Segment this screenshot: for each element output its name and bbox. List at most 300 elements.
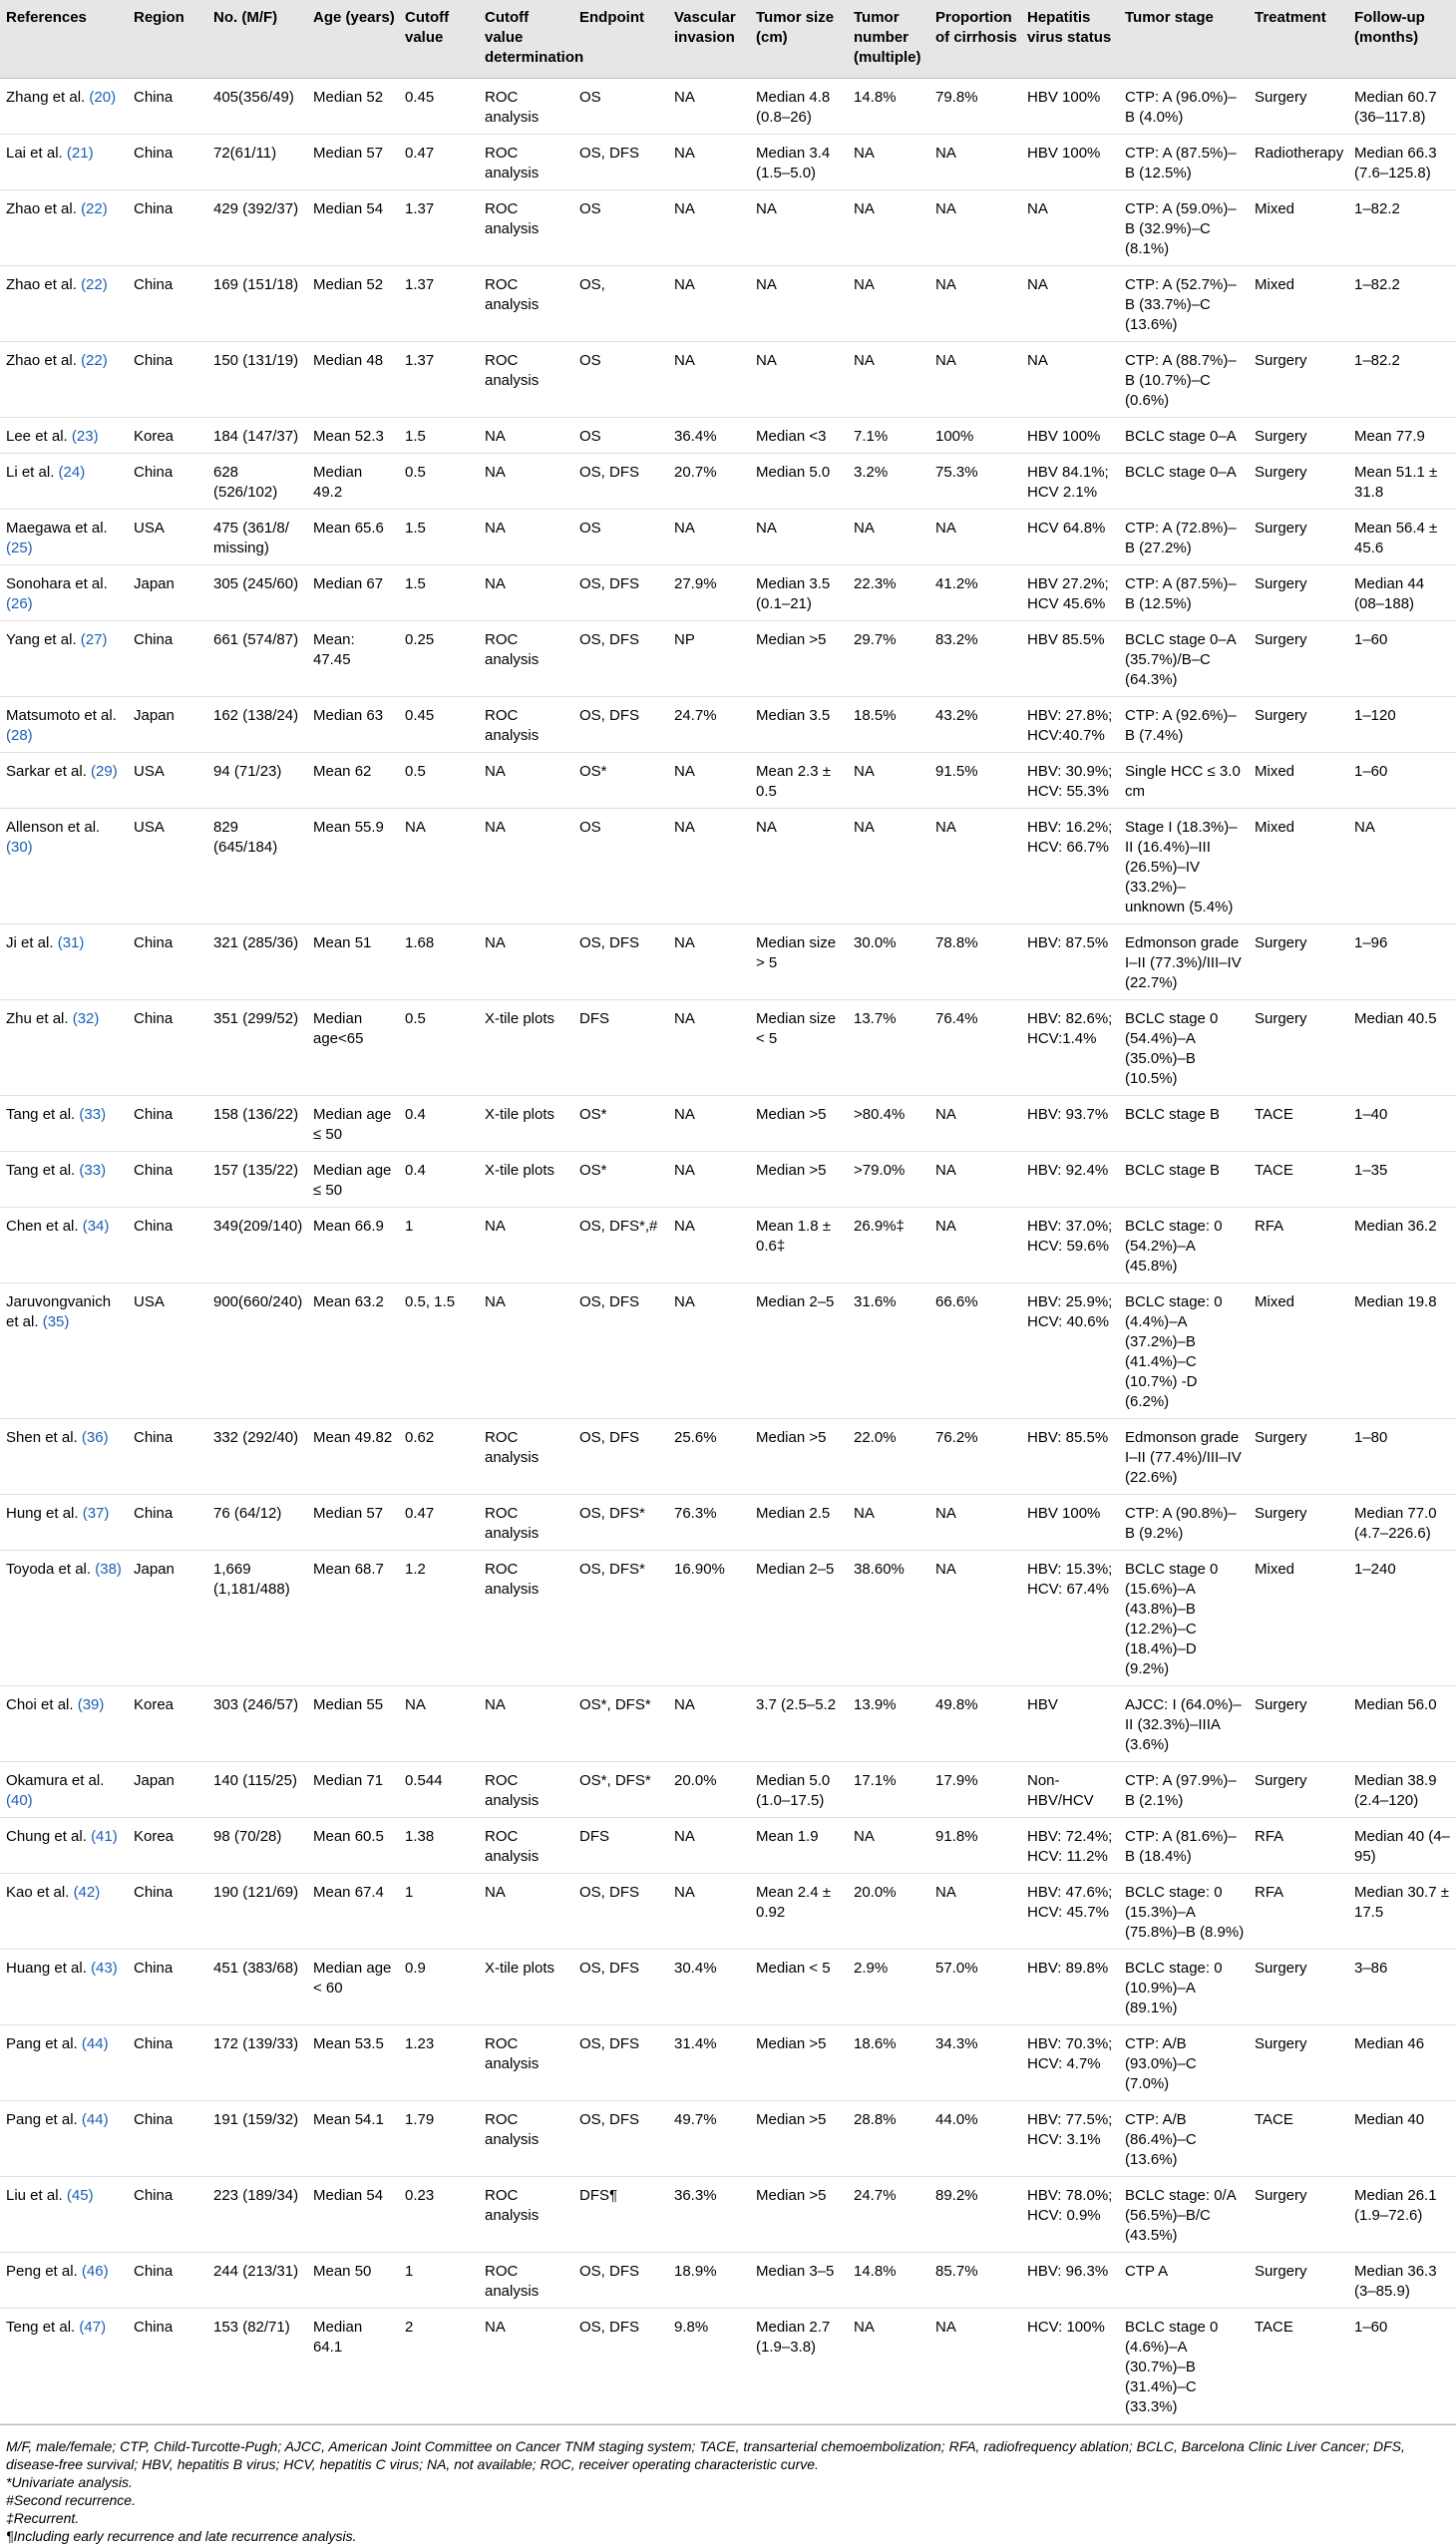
reference-link[interactable]: (35): [42, 1313, 70, 1330]
table-cell: 1.5: [399, 565, 479, 621]
reference-author: Zhao et al.: [6, 200, 77, 217]
reference-link[interactable]: (33): [79, 1162, 107, 1179]
table-cell: Mean 55.9: [307, 809, 399, 924]
table-cell: Radiotherapy: [1249, 135, 1348, 190]
reference-author: Teng et al.: [6, 2319, 76, 2336]
table-cell: 91.8%: [929, 1818, 1021, 1874]
reference-link[interactable]: (26): [6, 595, 33, 612]
table-cell: HBV 85.5%: [1021, 621, 1119, 697]
reference-author: Matsumoto et al.: [6, 707, 117, 724]
reference-link[interactable]: (45): [66, 2187, 94, 2204]
footnote-second-recurrence: #Second recurrence.: [6, 2492, 136, 2508]
table-row: [0, 1818, 1456, 1874]
table-cell: USA: [128, 510, 207, 565]
table-cell: Median size < 5: [750, 1000, 848, 1096]
reference-link[interactable]: (37): [82, 1505, 110, 1522]
table-cell: China: [128, 924, 207, 1000]
table-cell: OS, DFS: [573, 454, 668, 510]
table-cell: NA: [848, 1495, 929, 1551]
table-cell: HCV: 100%: [1021, 2309, 1119, 2424]
table-cell: 100%: [929, 418, 1021, 454]
reference-author: Sarkar et al.: [6, 763, 87, 780]
reference-cell: [0, 1818, 128, 1874]
reference-cell: [0, 621, 128, 697]
table-cell: 31.6%: [848, 1283, 929, 1419]
reference-cell: [0, 2025, 128, 2101]
table-cell: 0.9: [399, 1950, 479, 2025]
table-cell: HBV: 89.8%: [1021, 1950, 1119, 2025]
table-cell: 94 (71/23): [207, 753, 307, 809]
footnote-abbreviations: M/F, male/female; CTP, Child-Turcotte-Pugh; AJCC, American Joint Committee on Cancer TNM staging system; TACE, transarterial chemoembolization; RFA, radiofrequency ablation; BCLC, Barcelona Clinic Liver Cancer; DFS, disease-free survival; HBV, hepatitis B virus; HCV, hepatitis C virus; NA, not available; ROC, receiver operating characteristic curve.: [6, 2438, 1405, 2472]
footnote-early-late: ¶Including early recurrence and late recurrence analysis.: [6, 2528, 357, 2544]
table-cell: NA: [929, 510, 1021, 565]
table-cell: OS, DFS: [573, 1950, 668, 2025]
reference-link[interactable]: (44): [81, 2035, 109, 2052]
table-cell: 13.7%: [848, 1000, 929, 1096]
reference-link[interactable]: (22): [81, 352, 108, 369]
table-cell: RFA: [1249, 1208, 1348, 1283]
table-cell: NA: [1021, 190, 1119, 266]
table-cell: OS,: [573, 266, 668, 342]
table-cell: 0.544: [399, 1762, 479, 1818]
table-cell: Mixed: [1249, 1551, 1348, 1686]
reference-author: Kao et al.: [6, 1884, 70, 1901]
reference-link[interactable]: (40): [6, 1792, 33, 1809]
table-cell: OS*: [573, 1152, 668, 1208]
table-cell: 661 (574/87): [207, 621, 307, 697]
table-cell: 172 (139/33): [207, 2025, 307, 2101]
table-cell: Mean 65.6: [307, 510, 399, 565]
reference-cell: [0, 190, 128, 266]
table-row: [0, 2101, 1456, 2177]
reference-link[interactable]: (25): [6, 540, 33, 556]
reference-author: Chung et al.: [6, 1828, 87, 1845]
reference-link[interactable]: (22): [81, 276, 108, 293]
table-cell: NA: [479, 565, 573, 621]
table-cell: NA: [929, 1152, 1021, 1208]
table-cell: Median 4.8 (0.8–26): [750, 79, 848, 135]
table-cell: OS, DFS: [573, 924, 668, 1000]
table-cell: Korea: [128, 418, 207, 454]
reference-link[interactable]: (33): [79, 1106, 107, 1123]
table-cell: China: [128, 79, 207, 135]
table-cell: Median 57: [307, 1495, 399, 1551]
table-cell: CTP: A/B (86.4%)–C (13.6%): [1119, 2101, 1249, 2177]
table-cell: 22.0%: [848, 1419, 929, 1495]
reference-author: Okamura et al.: [6, 1772, 105, 1789]
table-cell: NA: [929, 342, 1021, 418]
column-header: Age (years): [307, 0, 399, 79]
table-cell: BCLC stage: 0 (10.9%)–A (89.1%): [1119, 1950, 1249, 2025]
table-cell: HBV: 85.5%: [1021, 1419, 1119, 1495]
table-cell: 1: [399, 1874, 479, 1950]
reference-link[interactable]: (46): [81, 2263, 109, 2280]
table-cell: NA: [479, 1686, 573, 1762]
table-cell: Surgery: [1249, 2253, 1348, 2309]
table-cell: 76.2%: [929, 1419, 1021, 1495]
table-cell: Median 71: [307, 1762, 399, 1818]
table-cell: TACE: [1249, 1096, 1348, 1152]
table-cell: OS, DFS: [573, 2025, 668, 2101]
table-cell: Surgery: [1249, 621, 1348, 697]
table-cell: Edmonson grade I–II (77.4%)/III–IV (22.6%): [1119, 1419, 1249, 1495]
column-header: Tumor size (cm): [750, 0, 848, 79]
reference-link[interactable]: (29): [91, 763, 118, 780]
table-cell: Median 77.0 (4.7–226.6): [1348, 1495, 1456, 1551]
table-row: [0, 753, 1456, 809]
reference-link[interactable]: (22): [81, 200, 108, 217]
table-cell: NA: [668, 1686, 750, 1762]
table-cell: NA: [929, 266, 1021, 342]
table-row: [0, 924, 1456, 1000]
table-cell: Median 64.1: [307, 2309, 399, 2424]
reference-link[interactable]: (43): [91, 1960, 118, 1977]
table-cell: Median 5.0: [750, 454, 848, 510]
table-cell: China: [128, 1000, 207, 1096]
table-cell: OS, DFS: [573, 1874, 668, 1950]
reference-link[interactable]: (24): [58, 464, 86, 481]
table-cell: Surgery: [1249, 565, 1348, 621]
table-cell: HBV: 15.3%; HCV: 67.4%: [1021, 1551, 1119, 1686]
table-cell: NA: [848, 135, 929, 190]
table-cell: Mean 60.5: [307, 1818, 399, 1874]
table-cell: OS: [573, 809, 668, 924]
table-cell: Mean 52.3: [307, 418, 399, 454]
table-cell: Median age ≤ 50: [307, 1096, 399, 1152]
reference-author: Sonohara et al.: [6, 575, 108, 592]
table-cell: NA: [750, 266, 848, 342]
table-cell: Stage I (18.3%)–II (16.4%)–III (26.5%)–IV (33.2%)–unknown (5.4%): [1119, 809, 1249, 924]
table-cell: BCLC stage 0 (54.4%)–A (35.0%)–B (10.5%): [1119, 1000, 1249, 1096]
reference-cell: [0, 1874, 128, 1950]
table-cell: 20.0%: [848, 1874, 929, 1950]
table-cell: NA: [479, 809, 573, 924]
table-cell: NA: [668, 266, 750, 342]
table-cell: 0.5: [399, 1000, 479, 1096]
table-cell: Median size > 5: [750, 924, 848, 1000]
table-cell: 475 (361/8/ missing): [207, 510, 307, 565]
table-cell: Median 5.0 (1.0–17.5): [750, 1762, 848, 1818]
footnote-recurrent: ‡Recurrent.: [6, 2510, 80, 2526]
table-cell: HBV: 30.9%; HCV: 55.3%: [1021, 753, 1119, 809]
table-cell: 1–80: [1348, 1419, 1456, 1495]
reference-link[interactable]: (34): [82, 1218, 110, 1235]
table-cell: 0.5: [399, 753, 479, 809]
table-cell: NA: [848, 1818, 929, 1874]
reference-link[interactable]: (42): [73, 1884, 101, 1901]
table-cell: Single HCC ≤ 3.0 cm: [1119, 753, 1249, 809]
table-cell: 1.2: [399, 1551, 479, 1686]
table-cell: NA: [668, 190, 750, 266]
reference-link[interactable]: (36): [81, 1429, 109, 1446]
table-cell: Surgery: [1249, 1495, 1348, 1551]
table-cell: RFA: [1249, 1818, 1348, 1874]
header-row: [0, 0, 1456, 79]
table-cell: DFS¶: [573, 2177, 668, 2253]
reference-cell: [0, 2253, 128, 2309]
table-cell: 22.3%: [848, 565, 929, 621]
reference-author: Chen et al.: [6, 1218, 79, 1235]
column-header: Proportion of cirrhosis: [929, 0, 1021, 79]
table-cell: Surgery: [1249, 79, 1348, 135]
table-cell: 75.3%: [929, 454, 1021, 510]
table-cell: OS, DFS: [573, 135, 668, 190]
table-cell: 1.38: [399, 1818, 479, 1874]
table-cell: 184 (147/37): [207, 418, 307, 454]
table-cell: 3.7 (2.5–5.2: [750, 1686, 848, 1762]
table-cell: Mean 2.4 ± 0.92: [750, 1874, 848, 1950]
table-cell: 18.5%: [848, 697, 929, 753]
table-body: [0, 79, 1456, 2424]
table-cell: OS, DFS*: [573, 1495, 668, 1551]
table-cell: CTP: A (52.7%)–B (33.7%)–C (13.6%): [1119, 266, 1249, 342]
reference-link[interactable]: (20): [89, 89, 117, 106]
table-row: [0, 1762, 1456, 1818]
table-cell: HBV: 47.6%; HCV: 45.7%: [1021, 1874, 1119, 1950]
table-cell: X-tile plots: [479, 1096, 573, 1152]
reference-cell: [0, 418, 128, 454]
table-cell: Median 3–5: [750, 2253, 848, 2309]
reference-cell: [0, 342, 128, 418]
table-cell: NA: [668, 924, 750, 1000]
reference-cell: [0, 1000, 128, 1096]
reference-link[interactable]: (31): [57, 934, 85, 951]
reference-link[interactable]: (41): [91, 1828, 118, 1845]
table-cell: ROC analysis: [479, 1495, 573, 1551]
table-row: [0, 1551, 1456, 1686]
table-cell: 321 (285/36): [207, 924, 307, 1000]
table-row: [0, 1000, 1456, 1096]
table-cell: Median 57: [307, 135, 399, 190]
table-cell: Mean 51: [307, 924, 399, 1000]
table-cell: NA: [848, 809, 929, 924]
table-cell: NA: [668, 1283, 750, 1419]
table-cell: TACE: [1249, 2101, 1348, 2177]
reference-link[interactable]: (27): [80, 631, 108, 648]
reference-cell: [0, 1283, 128, 1419]
table-cell: 18.6%: [848, 2025, 929, 2101]
table-cell: BCLC stage B: [1119, 1152, 1249, 1208]
table-cell: USA: [128, 753, 207, 809]
table-cell: 83.2%: [929, 621, 1021, 697]
table-cell: Median 38.9 (2.4–120): [1348, 1762, 1456, 1818]
table-cell: Korea: [128, 1818, 207, 1874]
table-cell: OS, DFS: [573, 697, 668, 753]
table-cell: NA: [929, 1551, 1021, 1686]
table-cell: NA: [848, 342, 929, 418]
table-cell: NA: [929, 135, 1021, 190]
table-cell: China: [128, 1208, 207, 1283]
table-cell: Median <3: [750, 418, 848, 454]
reference-link[interactable]: (39): [77, 1696, 105, 1713]
table-cell: NA: [668, 753, 750, 809]
table-cell: ROC analysis: [479, 342, 573, 418]
table-row: [0, 342, 1456, 418]
table-cell: 98 (70/28): [207, 1818, 307, 1874]
table-cell: 41.2%: [929, 565, 1021, 621]
table-cell: HBV: 78.0%; HCV: 0.9%: [1021, 2177, 1119, 2253]
table-cell: NA: [848, 266, 929, 342]
reference-cell: [0, 753, 128, 809]
table-cell: NA: [668, 79, 750, 135]
table-cell: ROC analysis: [479, 79, 573, 135]
table-cell: HBV: 72.4%; HCV: 11.2%: [1021, 1818, 1119, 1874]
table-cell: OS: [573, 190, 668, 266]
table-cell: ROC analysis: [479, 697, 573, 753]
table-cell: 34.3%: [929, 2025, 1021, 2101]
table-cell: ROC analysis: [479, 2253, 573, 2309]
table-cell: 3–86: [1348, 1950, 1456, 2025]
table-cell: Japan: [128, 1551, 207, 1686]
table-row: [0, 79, 1456, 135]
reference-cell: [0, 565, 128, 621]
table-cell: Median 54: [307, 190, 399, 266]
reference-cell: [0, 1762, 128, 1818]
table-cell: CTP: A/B (93.0%)–C (7.0%): [1119, 2025, 1249, 2101]
reference-author: Zhang et al.: [6, 89, 86, 106]
reference-link[interactable]: (47): [79, 2319, 107, 2336]
table-cell: 1.37: [399, 266, 479, 342]
table-row: [0, 510, 1456, 565]
table-cell: 1–60: [1348, 753, 1456, 809]
table-row: [0, 697, 1456, 753]
table-cell: 900(660/240): [207, 1283, 307, 1419]
table-cell: Median >5: [750, 2177, 848, 2253]
table-cell: Surgery: [1249, 418, 1348, 454]
table-cell: Mixed: [1249, 266, 1348, 342]
table-cell: Median 49.2: [307, 454, 399, 510]
table-cell: Median 2.5: [750, 1495, 848, 1551]
table-cell: 0.4: [399, 1152, 479, 1208]
table-cell: NA: [668, 1000, 750, 1096]
table-cell: NA: [668, 809, 750, 924]
column-header: Tumor stage: [1119, 0, 1249, 79]
reference-cell: [0, 510, 128, 565]
table-cell: Japan: [128, 697, 207, 753]
table-cell: 1–240: [1348, 1551, 1456, 1686]
column-header: No. (M/F): [207, 0, 307, 79]
table-cell: NA: [479, 454, 573, 510]
table-cell: CTP: A (87.5%)–B (12.5%): [1119, 565, 1249, 621]
table-cell: BCLC stage: 0 (4.4%)–A (37.2%)–B (41.4%)–C (10.7%) -D (6.2%): [1119, 1283, 1249, 1419]
table-cell: China: [128, 1874, 207, 1950]
table-cell: HBV: [1021, 1686, 1119, 1762]
table-cell: Median 2–5: [750, 1551, 848, 1686]
table-cell: 829 (645/184): [207, 809, 307, 924]
table-cell: 7.1%: [848, 418, 929, 454]
table-cell: 72(61/11): [207, 135, 307, 190]
reference-link[interactable]: (23): [71, 428, 99, 445]
table-cell: Median 3.5: [750, 697, 848, 753]
table-cell: BCLC stage: 0 (54.2%)–A (45.8%): [1119, 1208, 1249, 1283]
table-row: [0, 2309, 1456, 2424]
table-cell: Median 67: [307, 565, 399, 621]
table-cell: Mixed: [1249, 190, 1348, 266]
table-cell: 1–120: [1348, 697, 1456, 753]
table-cell: HBV 100%: [1021, 135, 1119, 190]
table-cell: HBV: 27.8%; HCV:40.7%: [1021, 697, 1119, 753]
table-row: [0, 266, 1456, 342]
table-row: [0, 1096, 1456, 1152]
table-cell: HBV: 96.3%: [1021, 2253, 1119, 2309]
table-cell: 76 (64/12): [207, 1495, 307, 1551]
table-cell: NA: [479, 418, 573, 454]
table-cell: 1–60: [1348, 2309, 1456, 2424]
table-cell: BCLC stage 0–A: [1119, 418, 1249, 454]
table-cell: X-tile plots: [479, 1950, 573, 2025]
reference-link[interactable]: (28): [6, 727, 33, 744]
table-cell: HBV: 92.4%: [1021, 1152, 1119, 1208]
table-cell: NA: [668, 135, 750, 190]
table-cell: 244 (213/31): [207, 2253, 307, 2309]
reference-cell: [0, 2177, 128, 2253]
table-cell: 13.9%: [848, 1686, 929, 1762]
table-cell: NA: [399, 1686, 479, 1762]
table-row: [0, 1950, 1456, 2025]
table-cell: Median 40: [1348, 2101, 1456, 2177]
table-cell: NA: [479, 753, 573, 809]
table-cell: 36.4%: [668, 418, 750, 454]
table-cell: Surgery: [1249, 1419, 1348, 1495]
table-cell: Surgery: [1249, 1950, 1348, 2025]
reference-link[interactable]: (30): [6, 839, 33, 856]
table-cell: CTP: A (87.5%)–B (12.5%): [1119, 135, 1249, 190]
table-cell: China: [128, 621, 207, 697]
table-cell: 30.4%: [668, 1950, 750, 2025]
table-cell: NA: [848, 190, 929, 266]
table-cell: NA: [479, 924, 573, 1000]
table-cell: HBV: 77.5%; HCV: 3.1%: [1021, 2101, 1119, 2177]
table-cell: 91.5%: [929, 753, 1021, 809]
table-cell: NA: [1021, 266, 1119, 342]
reference-cell: [0, 2101, 128, 2177]
table-cell: CTP: A (88.7%)–B (10.7%)–C (0.6%): [1119, 342, 1249, 418]
table-cell: Surgery: [1249, 510, 1348, 565]
reference-link[interactable]: (32): [72, 1010, 100, 1027]
table-cell: 26.9%‡: [848, 1208, 929, 1283]
reference-link[interactable]: (44): [81, 2111, 109, 2128]
table-cell: Median 36.2: [1348, 1208, 1456, 1283]
table-cell: Mean 49.82: [307, 1419, 399, 1495]
table-cell: NA: [848, 2309, 929, 2424]
table-cell: CTP: A (59.0%)–B (32.9%)–C (8.1%): [1119, 190, 1249, 266]
table-cell: Surgery: [1249, 924, 1348, 1000]
reference-link[interactable]: (21): [66, 145, 94, 162]
table-cell: NA: [668, 1874, 750, 1950]
reference-author: Huang et al.: [6, 1960, 87, 1977]
table-cell: NA: [750, 190, 848, 266]
table-cell: HBV: 93.7%: [1021, 1096, 1119, 1152]
table-cell: NA: [750, 809, 848, 924]
table-cell: Mixed: [1249, 809, 1348, 924]
table-cell: 1.23: [399, 2025, 479, 2101]
reference-cell: [0, 1096, 128, 1152]
table-cell: Mean 67.4: [307, 1874, 399, 1950]
table-cell: 1–40: [1348, 1096, 1456, 1152]
table-row: [0, 135, 1456, 190]
table-header: [0, 0, 1456, 79]
table-cell: 20.0%: [668, 1762, 750, 1818]
reference-link[interactable]: (38): [95, 1561, 122, 1578]
table-cell: 405(356/49): [207, 79, 307, 135]
table-cell: 17.9%: [929, 1762, 1021, 1818]
table-cell: China: [128, 1495, 207, 1551]
table-cell: CTP: A (97.9%)–B (2.1%): [1119, 1762, 1249, 1818]
table-cell: 57.0%: [929, 1950, 1021, 2025]
table-cell: OS, DFS: [573, 621, 668, 697]
table-cell: Median age<65: [307, 1000, 399, 1096]
table-cell: 85.7%: [929, 2253, 1021, 2309]
